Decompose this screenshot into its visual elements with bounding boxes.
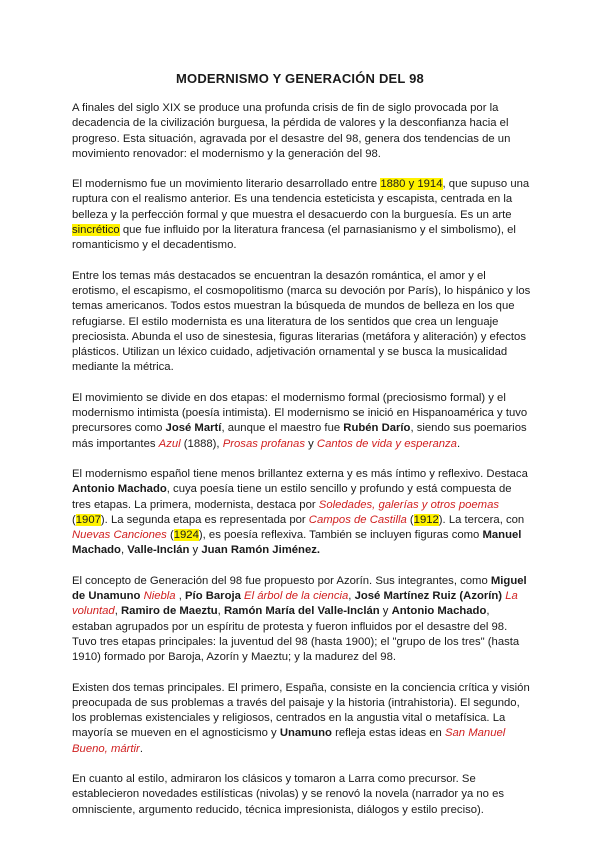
text-run: Existen dos temas principales. El primero, España, consiste en la conciencia crítica y visión preocupada de sus problemas a través del paisaje y la historia (intrahistoria). El segundo, los problemas existenciales y religiosos, centrados en la angustia vital o metafísica. La mayoría se mueven en el agnosticismo y — [72, 681, 530, 740]
text-run: (1888), — [180, 437, 223, 450]
text-run: ). La segunda etapa es representada por — [100, 513, 309, 526]
highlighted-text: 1907 — [75, 513, 101, 526]
paragraph — [72, 574, 532, 666]
work-title: La voluntad — [72, 590, 518, 618]
work-title: Nuevas Canciones — [72, 529, 167, 542]
text-run: , estaban agrupados por un espíritu de protesta y fueron influidos por el desastre del 98. Tuvo tres etapas principales: la juventud del 98 (hasta 1900); el "grupo de los tres" (hasta 1910) formado por Baroja, Azorín y Maeztu; y la madurez del 98. — [72, 605, 520, 664]
work-title: Soledades, galerías y otros poemas — [318, 498, 500, 511]
text-run: y — [304, 437, 317, 450]
paragraph — [72, 391, 532, 452]
text-run: ( — [166, 529, 174, 542]
text-run: , — [120, 544, 128, 557]
text-run: El modernismo español tiene menos brillantez externa y es más íntimo y reflexivo. Destaca — [72, 467, 528, 480]
bold-name: Antonio Machado — [72, 483, 167, 496]
paragraph — [72, 177, 532, 253]
bold-name: Miguel de Unamuno — [72, 574, 527, 603]
text-run: , — [175, 590, 186, 603]
work-title: San Manuel Bueno, mártir — [72, 727, 506, 755]
paragraph — [72, 269, 532, 376]
highlighted-text: 1912 — [413, 513, 439, 526]
text-run: que fue influido por la literatura francesa (el parnasianismo y el simbolismo), el romanticismo y el decadentismo. — [72, 224, 516, 252]
highlighted-text: sincrético — [72, 224, 120, 237]
bold-name: Antonio Machado — [391, 605, 487, 618]
paragraph — [72, 681, 532, 757]
paragraph — [72, 467, 532, 559]
bold-name: Unamuno — [279, 727, 332, 740]
bold-name: José Martí — [165, 422, 222, 435]
bold-name: Manuel Machado — [72, 529, 522, 557]
work-title: Prosas profanas — [222, 437, 305, 450]
text-run: ). La tercera, con — [438, 513, 525, 526]
work-title: El árbol de la ciencia — [244, 590, 349, 603]
document-title: MODERNISMO Y GENERACIÓN DEL 98 — [176, 71, 424, 86]
document-body — [72, 101, 532, 833]
text-run: , — [348, 590, 355, 603]
paragraph — [72, 101, 532, 162]
bold-name: Ramiro de Maeztu — [121, 605, 218, 618]
text-run: refleja estas ideas en — [331, 727, 445, 740]
text-run: ( — [406, 513, 414, 526]
text-run: El modernismo fue un movimiento literario desarrollado entre — [72, 178, 381, 191]
bold-name: Juan Ramón Jiménez. — [201, 544, 321, 557]
text-run: El concepto de Generación del 98 fue propuesto por Azorín. Sus integrantes, como — [72, 574, 491, 587]
text-run: ( — [72, 513, 76, 526]
bold-name: Rubén Darío — [343, 422, 411, 435]
text-run: . — [139, 742, 143, 755]
bold-name: Valle-Inclán — [127, 544, 190, 557]
text-run: , — [114, 605, 121, 618]
text-run: . — [456, 437, 461, 450]
work-title: Campos de Castilla — [308, 513, 407, 526]
text-run: A finales del siglo XIX se produce una profunda crisis de fin de siglo provocada por la decadencia de la civilización burguesa, la pérdida de valores y la desconfianza hacia el progreso. Esta situación, agravada por el desastre del 98, genera dos tendencias de un movimiento renovador: el modernismo y la generación del 98. — [72, 102, 511, 160]
work-title: Niebla — [143, 590, 176, 603]
work-title: Cantos de vida y esperanza — [316, 437, 457, 450]
text-run: Entre los temas más destacados se encuentran la desazón romántica, el amor y el erotismo, el escapismo, el cosmopolitismo (marca su devoción por París), lo hispánico y los temas americanos. Todos estos muestran la búsqueda de mundos de belleza en los que refugiarse. El estilo modernista es una literatura de los sentidos que crea un lenguaje preciosista. Abunda el uso de sinestesia, figuras literarias (metáfora y aliteración) y efectos plásticos. Utilizan un léxico cuidado, adjetivación ornamental y se busca la musicalidad mediante la métrica. — [72, 269, 531, 374]
work-title: Azul — [158, 437, 181, 450]
text-run: y — [379, 605, 392, 618]
text-run: , siendo sus poemarios más importantes — [72, 422, 527, 450]
bold-name: Pío Baroja — [185, 590, 241, 603]
highlighted-text: 1924 — [173, 529, 199, 542]
text-run: En cuanto al estilo, admiraron los clásicos y tomaron a Larra como precursor. Se establecieron novedades estilísticas (nivolas) y se renovó la novela (narrador ya no es omnisciente, argumento reducido, técnica impresionista, diálogos y estilo preciso). — [72, 772, 505, 816]
text-run: , aunque el maestro fue — [221, 422, 344, 435]
text-run: , cuya poesía tiene un estilo sencillo y profundo y está compuesta de tres etapas. La primera, modernista, destaca por — [72, 483, 512, 511]
bold-name: Ramón María del Valle-Inclán — [223, 605, 380, 618]
highlighted-text: 1880 y 1914 — [380, 178, 443, 191]
text-run: ), es poesía reflexiva. También se incluyen figuras como — [198, 529, 483, 542]
text-run: El movimiento se divide en dos etapas: el modernismo formal (preciosismo formal) y el modernismo intimista (poesía intimista). El modernismo se inició en Hispanoamérica y tuvo precursores como — [72, 391, 528, 435]
text-run: y — [189, 544, 202, 557]
bold-name: José Martínez Ruiz (Azorín) — [354, 590, 503, 603]
text-run: , que supuso una ruptura con el realismo anterior. Es una tendencia esteticista y escapista, centrada en la belleza y la perfección formal y que muestra el desacuerdo con la burguesía. Es un arte — [72, 178, 530, 221]
text-run: , — [217, 605, 224, 618]
paragraph — [72, 772, 532, 818]
